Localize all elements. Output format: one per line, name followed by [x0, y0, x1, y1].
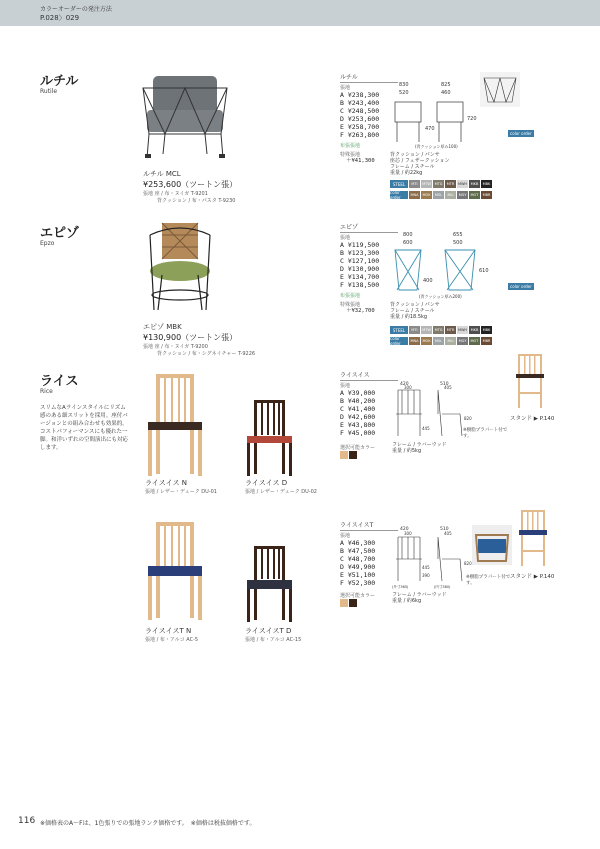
swatch: MBR [482, 193, 491, 197]
dim-sh: 445 [422, 565, 430, 570]
price-row: F ¥52,300 [340, 579, 376, 587]
price-row: A ¥119,500 [340, 241, 380, 249]
swatch: MOK [422, 193, 431, 197]
epizo-subtitle: Epzo [40, 240, 55, 247]
epizo-fabric1: 張地 座 / 布・ヌイガ T-9200 [143, 344, 208, 350]
rutile-color-row2 [390, 191, 492, 199]
ricet-price-list [340, 539, 375, 587]
price-row: C ¥248,500 [340, 107, 380, 115]
epizo-model: エピゾ MBK [143, 323, 182, 331]
header-line1: カラーオーダーの発注方法 [40, 6, 112, 13]
price-row: A ¥39,000 [340, 389, 376, 397]
rutile-spec [390, 152, 450, 176]
spec-line: 重量 / 約18.5kg [390, 314, 428, 320]
ricet-n-label: ライスイスT N [145, 627, 192, 635]
rice-dimension-drawing [390, 380, 470, 440]
rice-n-chair-image [142, 370, 212, 480]
dim-sh: 445 [422, 426, 430, 431]
ricet-d-chair-image [242, 544, 302, 624]
rutile-subtitle: Rutile [40, 88, 58, 95]
rutile-color-row1 [390, 180, 492, 188]
rutile-chair-image [135, 68, 235, 163]
rutile-price: ¥253,600（ツートン張） [143, 180, 238, 189]
ricet-n-fabric: 張地 / 布・アルコ AC-5 [145, 637, 199, 643]
dim-w: 420 [400, 382, 409, 387]
price-row: C ¥127,100 [340, 257, 380, 265]
swatch: MSL [434, 339, 443, 343]
dim-w2: 600 [403, 240, 413, 246]
price-row: A ¥238,300 [340, 91, 380, 99]
rice-d-fabric: 張地 / レザー・デューク DU-02 [245, 489, 317, 495]
rice-note: ※樹脂プラパート付です。 [463, 428, 508, 439]
dim-note: (背クッション厚み100) [415, 144, 458, 149]
swatch: MGY [458, 193, 467, 197]
ricet-stool-image [513, 508, 553, 568]
dim-h: 820 [464, 416, 472, 421]
dim-d: 510 [440, 382, 449, 387]
footer-note: ※価格表のA〜Fは、1色張りでの張地ランク価格です。 ※価格は税抜価格です。 [40, 820, 256, 827]
price-row: F ¥138,500 [340, 281, 380, 289]
swatch: MKB [470, 328, 479, 332]
rice-title: ライス [40, 374, 79, 389]
spec-line: 背クッション / パンサ [390, 152, 440, 158]
swatch: MWH [457, 182, 468, 186]
rice-stool-image [510, 352, 550, 410]
dim-note: (背クッション厚み200) [419, 294, 462, 299]
swatch: MOK [422, 339, 431, 343]
rutile-fabric2: 背クッション / 布・パスタ T-9230 [157, 198, 236, 204]
price-row: B ¥40,200 [340, 397, 376, 405]
epizo-special-label: 特殊張地 [340, 302, 361, 308]
rutile-list-title: ルチル [340, 72, 398, 83]
swatch: MOT [470, 193, 479, 197]
swatch: MBK [482, 182, 491, 186]
swatch: MNA [410, 193, 419, 197]
epizo-color-badge: color order [510, 284, 532, 289]
dim-h: 820 [464, 561, 472, 566]
spec-line: フレーム / スチール [390, 164, 435, 170]
price-row: D ¥130,900 [340, 265, 380, 273]
page-number: 116 [18, 816, 36, 826]
rice-n-label: ライスイス N [145, 479, 187, 487]
spec-line: 座芯 / フェザークッション [390, 158, 450, 164]
dim-w2: 300 [404, 385, 412, 390]
swatch: MNA [410, 339, 419, 343]
rice-list-title: ライスイス [340, 370, 398, 381]
spec-line: フレーム / ラバーウッド [392, 442, 447, 448]
epizo-price-list [340, 241, 379, 289]
epizo-color-row2 [390, 337, 492, 345]
swatch: MTW [422, 328, 431, 332]
rice-n-fabric: 張地 / レザー・デューク DU-01 [145, 489, 217, 495]
price-row: C ¥41,400 [340, 405, 376, 413]
epizo-spec [390, 302, 440, 320]
epizo-fabric2: 背クッション / 布・シグネイチャー T-9226 [157, 351, 256, 357]
dim-sh: 470 [425, 126, 435, 132]
dim-h: 610 [479, 268, 489, 274]
color-label: color order [390, 191, 408, 199]
ricet-color-label: 選択可能カラー [340, 593, 376, 599]
epizo-grade-label: 張地 [340, 235, 351, 241]
price-row: B ¥47,500 [340, 547, 376, 555]
color-label: STEEL [390, 326, 408, 334]
ricet-n-chair-image [142, 518, 212, 623]
price-row: B ¥243,400 [340, 99, 380, 107]
rice-spec [392, 442, 447, 454]
price-row: F ¥263,800 [340, 131, 380, 139]
epizo-price: ¥130,900（ツートン張） [143, 333, 238, 342]
swatch: MTR [446, 328, 455, 332]
rice-stool-ref[interactable]: スタンド ▶ P.140 [510, 416, 555, 422]
rice-color-label: 選択可能カラー [340, 445, 376, 451]
ricet-stool-ref[interactable]: スタンド ▶ P.140 [510, 574, 555, 580]
swatch: MGY [458, 339, 467, 343]
dim-w: 830 [399, 82, 409, 88]
ricet-grade-label: 張地 [340, 533, 351, 539]
rutile-special-label: 特殊張地 [340, 152, 361, 158]
swatch: MTW [422, 182, 431, 186]
dim-ah: 390 [422, 573, 430, 578]
rice-subtitle: Rice [40, 388, 53, 395]
swatch: MTR [446, 182, 455, 186]
swatch: MBR [482, 339, 491, 343]
spec-line: 重量 / 約6kg [392, 598, 422, 604]
dim-h: 720 [467, 116, 477, 122]
rutile-grade-label: 張地 [340, 85, 351, 91]
dim-d2: 405 [444, 531, 452, 536]
color-label: color order [390, 337, 408, 345]
ricet-note: ※樹脂プラパート付です。 [466, 575, 511, 586]
ricet-dimension-drawing [390, 525, 470, 590]
price-row: D ¥49,900 [340, 563, 376, 571]
dim-d2: 460 [441, 90, 451, 96]
price-row: E ¥43,800 [340, 421, 376, 429]
swatch: MLI [445, 191, 456, 199]
price-row: D ¥253,600 [340, 115, 380, 123]
rutile-price-list [340, 91, 379, 139]
epizo-note-label: 布張張地 [340, 293, 361, 299]
dim-d: 655 [453, 232, 463, 238]
price-row: C ¥48,700 [340, 555, 376, 563]
swatch: MLI [445, 337, 456, 345]
rutile-frame-photo [480, 72, 520, 107]
rice-color-dark [349, 451, 357, 459]
spec-line: フレーム / ラバーウッド [392, 592, 447, 598]
swatch: MTG [434, 328, 443, 332]
price-row: D ¥42,600 [340, 413, 376, 421]
color-label: STEEL [390, 180, 408, 188]
rutile-color-badge: color order [510, 131, 532, 136]
dim-inner: (内寸380) [434, 585, 451, 589]
swatch: MKB [470, 182, 479, 186]
ricet-d-label: ライスイスT D [245, 627, 292, 635]
dim-w2: 300 [404, 531, 412, 536]
dim-outer: (外寸365) [392, 585, 409, 589]
spec-line: 背クッション / パンサ [390, 302, 440, 308]
dim-w: 800 [403, 232, 413, 238]
rutile-title: ルチル [40, 74, 79, 89]
rice-d-chair-image [242, 398, 302, 478]
epizo-title: エピゾ [40, 226, 80, 241]
price-row: A ¥46,300 [340, 539, 376, 547]
rutile-note-label: 布張張地 [340, 143, 361, 149]
dim-d2: 500 [453, 240, 463, 246]
rice-color-natural [340, 451, 348, 459]
price-row: B ¥123,300 [340, 249, 380, 257]
swatch: MSL [434, 193, 443, 197]
ricet-spec [392, 592, 447, 604]
header-bar [0, 0, 600, 26]
rutile-model: ルチル MCL [143, 170, 181, 178]
swatch: MTI [409, 326, 420, 334]
rice-description: スリムなAラインスタイルにリズム感のある細スリットを採用。座付バージョンとの組み合わせも効果的。コストパフォーマンスにも優れた一脚。和洋いずれの空間演出にも対応します。 [40, 405, 129, 451]
dim-sh: 400 [423, 278, 433, 284]
dim-d: 825 [441, 82, 451, 88]
spec-line: 重量 / 約5kg [392, 448, 422, 454]
swatch: MTI [409, 180, 420, 188]
header-line2: P.028〉029 [40, 14, 80, 22]
ricet-detail-photo [472, 525, 512, 565]
epizo-chair-image [140, 215, 220, 320]
ricet-d-fabric: 張地 / 布・アルコ AC-15 [245, 637, 302, 643]
dim-d2: 405 [444, 385, 452, 390]
ricet-color-natural [340, 599, 348, 607]
price-row: F ¥45,000 [340, 429, 376, 437]
epizo-list-title: エピゾ [340, 222, 398, 233]
rice-d-label: ライスイス D [245, 479, 288, 487]
dim-d: 510 [440, 527, 449, 532]
spec-line: フレーム / スチール [390, 308, 435, 314]
price-row: E ¥258,700 [340, 123, 380, 131]
rutile-special-price: ＋¥41,300 [346, 158, 375, 164]
rice-price-list [340, 389, 375, 437]
ricet-list-title: ライスイスT [340, 520, 398, 531]
rice-grade-label: 張地 [340, 383, 351, 389]
epizo-color-row1 [390, 326, 492, 334]
swatch: MWH [457, 328, 468, 332]
epizo-special-price: ＋¥32,700 [346, 308, 375, 314]
swatch: MTG [434, 182, 443, 186]
swatch: MOT [470, 339, 479, 343]
ricet-color-dark [349, 599, 357, 607]
spec-line: 重量 / 約22kg [390, 170, 423, 176]
dim-w2: 520 [399, 90, 409, 96]
dim-w: 420 [400, 527, 409, 532]
rutile-fabric1: 張地 座 / 布・ヌイガ T-9201 [143, 191, 208, 197]
price-row: E ¥51,100 [340, 571, 376, 579]
swatch: MBK [482, 328, 491, 332]
epizo-dimension-drawing [385, 230, 510, 300]
price-row: E ¥134,700 [340, 273, 380, 281]
